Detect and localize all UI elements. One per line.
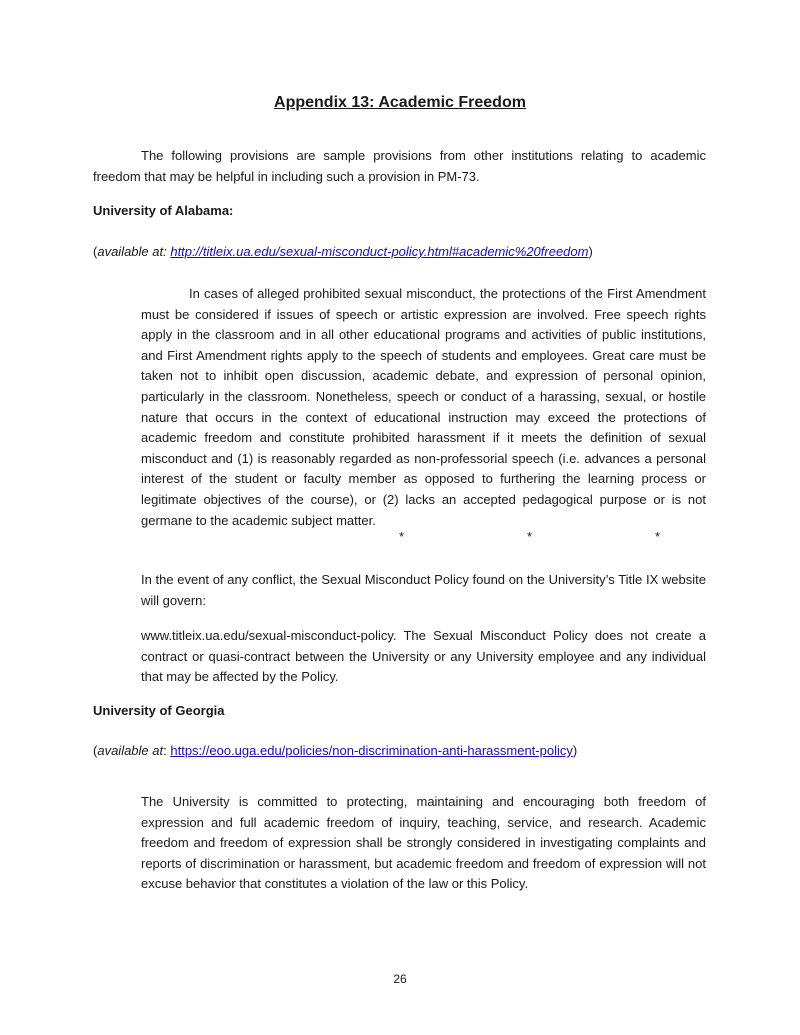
georgia-policy-link[interactable]: https://eoo.uga.edu/policies/non-discrimination-anti-harassment-policy — [170, 743, 573, 758]
georgia-avail-label: available at — [97, 743, 164, 758]
alabama-heading: University of Alabama: — [93, 203, 234, 218]
alabama-quote: In cases of alleged prohibited sexual misconduct, the protections of the First Amendment must be considered if issues of speech or artistic expression are involved. Free speech rights apply in the classroom and in all other educational programs and activities of public institutions, and First Amendment rights apply to the speech of students and employees. Great care must be taken not to inhibit open discussion, academic debate, and expression of personal opinion, particularly in the classroom. Nonetheless, speech or conduct of a harassing, sexual, or hostile nature that occurs in the context of educational instruction may exceed the protections of academic freedom and constitute prohibited harassment if it meets the definition of sexual misconduct and (1) is reasonably regarded as non-professorial speech (i.e. advances a personal interest of the student or faculty member as opposed to furthering the learning process or legitimate objectives of the course), or (2) lacks an accepted pedagogical purpose or is not germane to the academic subject matter. — [141, 286, 706, 528]
alabama-website-paragraph: www.titleix.ua.edu/sexual-misconduct-policy. The Sexual Misconduct Policy does not create a contract or quasi-contract between the University or any University employee and any individual that may be affected by the Policy. — [141, 628, 706, 685]
page-title: Appendix 13: Academic Freedom — [274, 94, 526, 111]
georgia-heading: University of Georgia — [93, 703, 225, 718]
georgia-avail-separator: : — [163, 743, 171, 758]
alabama-conflict-paragraph: In the event of any conflict, the Sexual Misconduct Policy found on the University’s Title IX website will govern: — [141, 572, 706, 608]
separator-star: * — [655, 529, 661, 544]
separator-star: * — [527, 529, 533, 544]
alabama-policy-link[interactable]: http://titleix.ua.edu/sexual-misconduct-policy.html#academic%20freedom — [170, 244, 589, 259]
alabama-avail-label: available at: — [97, 244, 171, 259]
alabama-availability: (available at: http://titleix.ua.edu/sexual-misconduct-policy.html#academic%20freedom) — [93, 244, 593, 259]
georgia-availability: (available at: https://eoo.uga.edu/policies/non-discrimination-anti-harassment-policy) — [93, 743, 578, 758]
intro-paragraph: The following provisions are sample provisions from other institutions relating to academic freedom that may be helpful in including such a provision in PM-73. — [93, 148, 706, 184]
page-number: 26 — [393, 972, 407, 986]
georgia-quote: The University is committed to protecting, maintaining and encouraging both freedom of expression and full academic freedom of inquiry, teaching, service, and research. Academic freedom and freedom of expression shall be strongly considered in investigating complaints and reports of discrimination or harassment, but academic freedom and freedom of expression will not excuse behavior that constitutes a violation of the law or this Policy. — [141, 794, 706, 892]
separator-star: * — [399, 529, 405, 544]
